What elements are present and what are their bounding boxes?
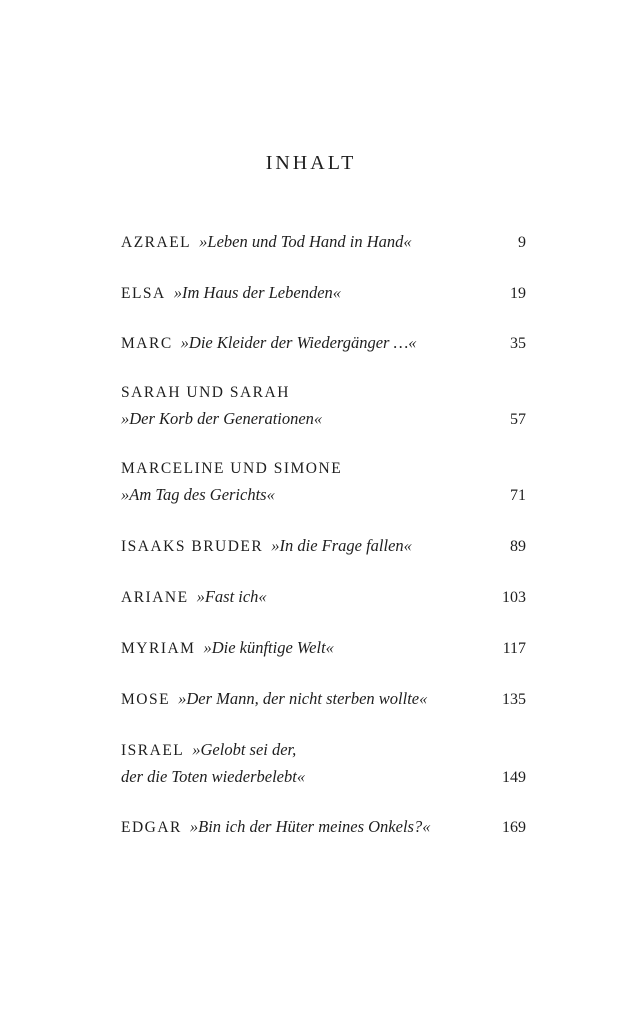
entry-page-number: 149 — [502, 769, 526, 786]
entry-name: AZRAEL — [121, 234, 192, 251]
entry-name: SARAH UND SARAH — [121, 384, 290, 401]
entry-page-number: 9 — [518, 234, 526, 251]
entry-name: ELSA — [121, 285, 166, 302]
entry-subtitle: »Der Korb der Generationen« — [121, 409, 323, 428]
entry-page-number: 135 — [502, 691, 526, 708]
page-title: INHALT — [265, 152, 357, 174]
entry-subtitle: »Am Tag des Gerichts« — [121, 485, 275, 504]
entry-page-number: 103 — [502, 589, 526, 606]
entry-name: EDGAR — [121, 819, 182, 836]
entry-subtitle-line2: der die Toten wiederbelebt« — [121, 767, 306, 786]
entry-page-number: 35 — [510, 335, 526, 352]
entry-page-number: 71 — [510, 487, 526, 504]
entry-page-number: 19 — [510, 285, 526, 302]
entry-name: MOSE — [121, 691, 171, 708]
entry-name: ISAAKS BRUDER — [121, 538, 264, 555]
entry-page-number: 169 — [502, 819, 526, 836]
entry-subtitle: »Die Kleider der Wiedergänger …« — [180, 333, 417, 352]
entry-name: ARIANE — [121, 589, 189, 606]
entry-subtitle: »Fast ich« — [196, 587, 267, 606]
entry-subtitle: »Die künftige Welt« — [203, 638, 334, 657]
toc-entry-marceline-und-simone — [121, 456, 526, 509]
entry-subtitle: »Der Mann, der nicht sterben wollte« — [178, 689, 428, 708]
entry-subtitle: »Im Haus der Lebenden« — [173, 283, 342, 302]
entry-page-number: 117 — [502, 640, 526, 657]
entry-name: MYRIAM — [121, 640, 196, 657]
toc-entry-ariane — [121, 584, 526, 611]
entry-subtitle: »Leben und Tod Hand in Hand« — [199, 232, 412, 251]
entry-subtitle-line1: »Gelobt sei der, — [192, 740, 297, 759]
toc-entry-elsa — [121, 280, 526, 307]
toc-entry-israel — [121, 737, 526, 791]
entry-name: MARCELINE UND SIMONE — [121, 460, 343, 477]
entry-page-number: 57 — [510, 411, 526, 428]
entry-subtitle: »In die Frage fallen« — [271, 536, 412, 555]
toc-entry-marc — [121, 330, 526, 357]
toc-entry-mose — [121, 686, 526, 713]
toc-entry-myriam — [121, 635, 526, 662]
toc-entry-sarah-und-sarah — [121, 380, 526, 433]
entry-subtitle: »Bin ich der Hüter meines Onkels?« — [189, 817, 431, 836]
toc-entry-isaaks-bruder — [121, 533, 526, 560]
entry-name: ISRAEL — [121, 742, 185, 759]
toc-entry-azrael — [121, 229, 526, 256]
entry-page-number: 89 — [510, 538, 526, 555]
entry-name: MARC — [121, 335, 173, 352]
toc-entry-edgar — [121, 814, 526, 841]
